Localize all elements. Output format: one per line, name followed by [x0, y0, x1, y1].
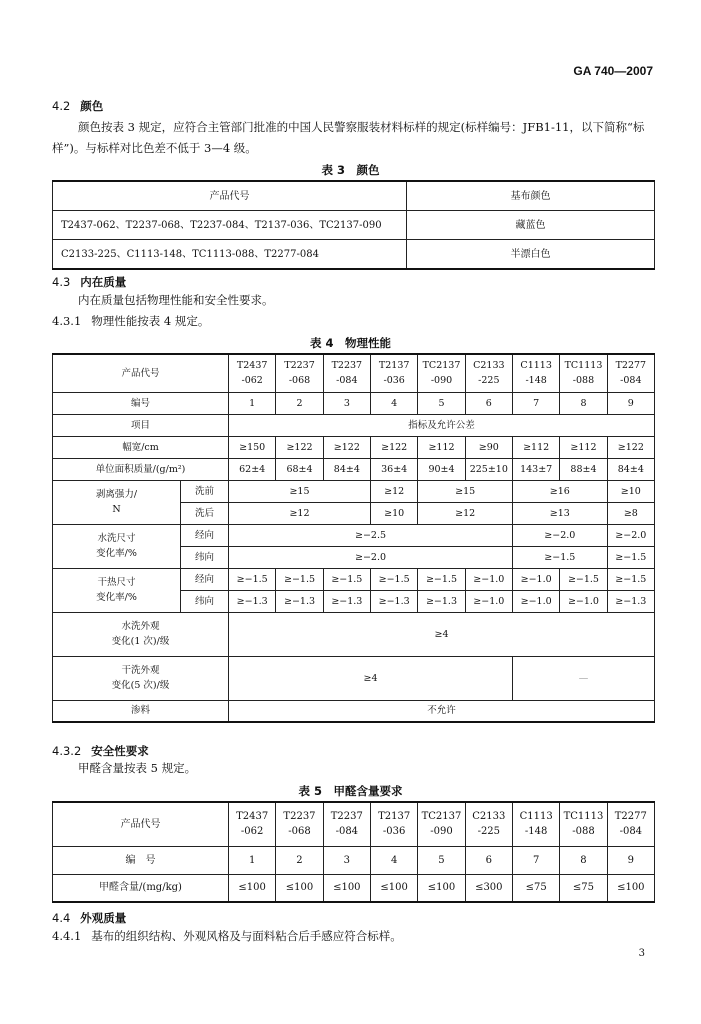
peel-cell: ≥16 [512, 480, 607, 502]
weft-label: 纬向 [181, 590, 229, 612]
product-code: C2133 -225 [465, 802, 512, 846]
section-4-3-2-heading [52, 743, 149, 759]
formaldehyde-cell: ≤300 [465, 874, 512, 902]
table-5-formaldehyde [52, 801, 655, 903]
table-3-colors [52, 180, 655, 270]
number-cell: 2 [276, 846, 323, 874]
dry-cell: ≥−1.3 [371, 590, 418, 612]
section-title: 外观质量 [80, 911, 127, 925]
mass-cell: 90±4 [418, 458, 465, 480]
mass-cell: 143±7 [512, 458, 559, 480]
number-cell: 8 [560, 392, 607, 414]
width-cell: ≥112 [560, 436, 607, 458]
dry-cell: ≥−1.3 [607, 590, 654, 612]
section-4-2-heading [52, 98, 103, 114]
peel-cell: ≥12 [418, 502, 513, 524]
section-title: 安全性要求 [91, 744, 149, 758]
section-4-3-heading [52, 274, 126, 290]
dry-cell: ≥−1.5 [229, 568, 276, 590]
table-row [53, 392, 655, 414]
mass-cell: 36±4 [371, 458, 418, 480]
product-code-label: 产品代号 [53, 802, 229, 846]
width-cell: ≥122 [323, 436, 370, 458]
page-number: 3 [638, 948, 645, 959]
section-number: 4.3.2 [52, 744, 82, 758]
glue-seepage-label: 渗料 [53, 700, 229, 722]
table-row [53, 354, 655, 392]
number-cell: 4 [370, 846, 417, 874]
after-wash-label: 洗后 [181, 502, 229, 524]
table-row [53, 240, 655, 270]
warp-label: 经向 [181, 568, 229, 590]
table-4-caption: 表 4 物理性能 [309, 336, 391, 350]
wash-shrinkage-label: 水洗尺寸 变化率/% [53, 524, 181, 568]
formaldehyde-label: 甲醛含量/(mg/kg) [53, 874, 229, 902]
dry-cell: ≥−1.0 [465, 568, 512, 590]
dry-heat-shrinkage-label: 干热尺寸 变化率/% [53, 568, 181, 612]
number-cell: 1 [229, 392, 276, 414]
dry-cell: ≥−1.3 [418, 590, 465, 612]
peel-strength-label: 剥离强力/ N [53, 480, 181, 524]
product-code: T2237 -084 [323, 354, 370, 392]
formaldehyde-cell: ≤100 [276, 874, 323, 902]
peel-cell: ≥8 [607, 502, 654, 524]
product-code: TC1113 -088 [560, 802, 607, 846]
dry-cell: ≥−1.3 [229, 590, 276, 612]
wash-cell: ≥−1.5 [607, 546, 654, 568]
product-code: T2237 -068 [276, 354, 323, 392]
width-cell: ≥112 [512, 436, 559, 458]
number-cell: 8 [560, 846, 607, 874]
width-cell: ≥122 [607, 436, 654, 458]
dry-appearance-label: 干洗外观 变化(5 次)/级 [53, 656, 229, 700]
table-row [53, 524, 655, 546]
formaldehyde-cell: ≤100 [323, 874, 370, 902]
weft-label: 纬向 [181, 546, 229, 568]
product-code: T2437 -062 [229, 354, 276, 392]
number-cell: 9 [607, 846, 654, 874]
number-label: 编 号 [53, 846, 229, 874]
table-row [53, 458, 655, 480]
mass-cell: 84±4 [607, 458, 654, 480]
product-code: C2133 -225 [465, 354, 512, 392]
dry-cell: ≥−1.0 [465, 590, 512, 612]
number-cell: 3 [323, 392, 370, 414]
section-4-4-heading [52, 910, 126, 926]
formaldehyde-cell: ≤100 [229, 874, 276, 902]
section-4-3-paragraph: 内在质量包括物理性能和安全性要求。 [78, 293, 274, 307]
table-row [53, 480, 655, 502]
number-cell: 5 [418, 846, 465, 874]
dry-cell: ≥−1.3 [323, 590, 370, 612]
table-row [53, 802, 655, 846]
wash-appearance-label: 水洗外观 变化(1 次)/级 [53, 612, 229, 656]
table-4-physical-properties [52, 353, 655, 723]
width-cell: ≥122 [276, 436, 323, 458]
table-3-caption: 表 3 颜色 [321, 163, 380, 177]
header-product-code: 产品代号 [53, 181, 407, 211]
dry-cell: ≥−1.0 [560, 590, 607, 612]
table-row [53, 414, 655, 436]
mass-cell: 225±10 [465, 458, 512, 480]
number-cell: 7 [512, 392, 559, 414]
section-number: 4.3.1 [52, 314, 82, 328]
number-cell: 2 [276, 392, 323, 414]
wash-cell: ≥−2.0 [607, 524, 654, 546]
table-row [53, 568, 655, 590]
item-value: 指标及允许公差 [229, 414, 655, 436]
section-text: 物理性能按表 4 规定。 [91, 314, 210, 328]
formaldehyde-cell: ≤100 [370, 874, 417, 902]
formaldehyde-cell: ≤100 [607, 874, 654, 902]
peel-cell: ≥12 [229, 502, 371, 524]
table-5-caption: 表 5 甲醛含量要求 [298, 784, 403, 798]
section-text: 基布的组织结构、外观风格及与面料粘合后手感应符合标样。 [91, 929, 402, 943]
dry-cell: ≥−1.0 [512, 568, 559, 590]
width-cell: ≥150 [229, 436, 276, 458]
product-code: TC2137 -090 [418, 802, 465, 846]
color-cell: 半漂白色 [407, 240, 655, 270]
number-cell: 5 [418, 392, 465, 414]
product-code: TC2137 -090 [418, 354, 465, 392]
section-number: 4.2 [52, 99, 71, 113]
section-title: 颜色 [80, 99, 104, 113]
mass-cell: 88±4 [560, 458, 607, 480]
before-wash-label: 洗前 [181, 480, 229, 502]
dry-cell: ≥−1.5 [560, 568, 607, 590]
mass-cell: 68±4 [276, 458, 323, 480]
standard-code: GA 740—2007 [573, 64, 653, 78]
width-label: 幅宽/cm [53, 436, 229, 458]
formaldehyde-cell: ≤100 [418, 874, 465, 902]
product-code: T2277 -084 [607, 802, 654, 846]
table-row [53, 612, 655, 656]
glue-seepage-cell: 不允许 [229, 700, 655, 722]
dry-cell: ≥−1.5 [323, 568, 370, 590]
section-number: 4.4.1 [52, 929, 82, 943]
wash-cell: ≥−2.5 [229, 524, 513, 546]
product-code: T2137 -036 [371, 354, 418, 392]
peel-cell: ≥15 [229, 480, 371, 502]
dry-cell: ≥−1.5 [371, 568, 418, 590]
section-number: 4.4 [52, 911, 71, 925]
section-4-3-1-line [52, 311, 652, 332]
section-4-4-1-line [52, 926, 652, 947]
section-4-3-2-paragraph: 甲醛含量按表 5 规定。 [78, 761, 197, 775]
formaldehyde-cell: ≤75 [512, 874, 559, 902]
wash-cell: ≥−2.0 [229, 546, 513, 568]
dry-cell: ≥−1.5 [607, 568, 654, 590]
dry-cell: ≥−1.0 [512, 590, 559, 612]
section-number: 4.3 [52, 275, 71, 289]
table-row [53, 656, 655, 700]
product-code: TC1113 -088 [560, 354, 607, 392]
wash-appearance-cell: ≥4 [229, 612, 655, 656]
width-cell: ≥122 [371, 436, 418, 458]
product-code: T2237 -068 [276, 802, 323, 846]
number-label: 编号 [53, 392, 229, 414]
section-4-2-paragraph: 颜色按表 3 规定，应符合主管部门批准的中国人民警察服装材料标样的规定(标样编号：JFB1-11，以下简称“标样”)。与标样对比色差不低于 3—4 级。 [52, 120, 645, 155]
mass-label: 单位面积质量/(g/m²) [53, 458, 229, 480]
mass-cell: 62±4 [229, 458, 276, 480]
dry-cell: ≥−1.5 [418, 568, 465, 590]
wash-cell: ≥−2.0 [512, 524, 607, 546]
width-cell: ≥112 [418, 436, 465, 458]
number-cell: 9 [607, 392, 654, 414]
peel-cell: ≥12 [371, 480, 418, 502]
table-row [53, 700, 655, 722]
item-label: 项目 [53, 414, 229, 436]
product-code: C1113 -148 [512, 802, 559, 846]
formaldehyde-cell: ≤75 [560, 874, 607, 902]
dry-appearance-na-cell: — [512, 656, 654, 700]
product-code: T2237 -084 [323, 802, 370, 846]
table-row [53, 874, 655, 902]
wash-cell: ≥−1.5 [512, 546, 607, 568]
product-codes-cell: C2133-225、C1113-148、TC1113-088、T2277-084 [53, 240, 407, 270]
product-code: T2277 -084 [607, 354, 654, 392]
number-cell: 6 [465, 846, 512, 874]
dry-appearance-cell: ≥4 [229, 656, 513, 700]
product-code-label: 产品代号 [53, 354, 229, 392]
product-codes-cell: T2437-062、T2237-068、T2237-084、T2137-036、TC2137-090 [53, 211, 407, 240]
product-code: T2437 -062 [229, 802, 276, 846]
peel-cell: ≥15 [418, 480, 513, 502]
number-cell: 3 [323, 846, 370, 874]
product-code: C1113 -148 [512, 354, 559, 392]
number-cell: 6 [465, 392, 512, 414]
warp-label: 经向 [181, 524, 229, 546]
header-base-color: 基布颜色 [407, 181, 655, 211]
number-cell: 7 [512, 846, 559, 874]
dry-cell: ≥−1.5 [276, 568, 323, 590]
dry-cell: ≥−1.3 [276, 590, 323, 612]
table-row [53, 846, 655, 874]
product-code: T2137 -036 [370, 802, 417, 846]
table-row [53, 211, 655, 240]
table-header-row [53, 181, 655, 211]
number-cell: 4 [371, 392, 418, 414]
number-cell: 1 [229, 846, 276, 874]
peel-cell: ≥13 [512, 502, 607, 524]
peel-cell: ≥10 [371, 502, 418, 524]
width-cell: ≥90 [465, 436, 512, 458]
table-row [53, 436, 655, 458]
section-title: 内在质量 [80, 275, 127, 289]
mass-cell: 84±4 [323, 458, 370, 480]
color-cell: 藏蓝色 [407, 211, 655, 240]
peel-cell: ≥10 [607, 480, 654, 502]
